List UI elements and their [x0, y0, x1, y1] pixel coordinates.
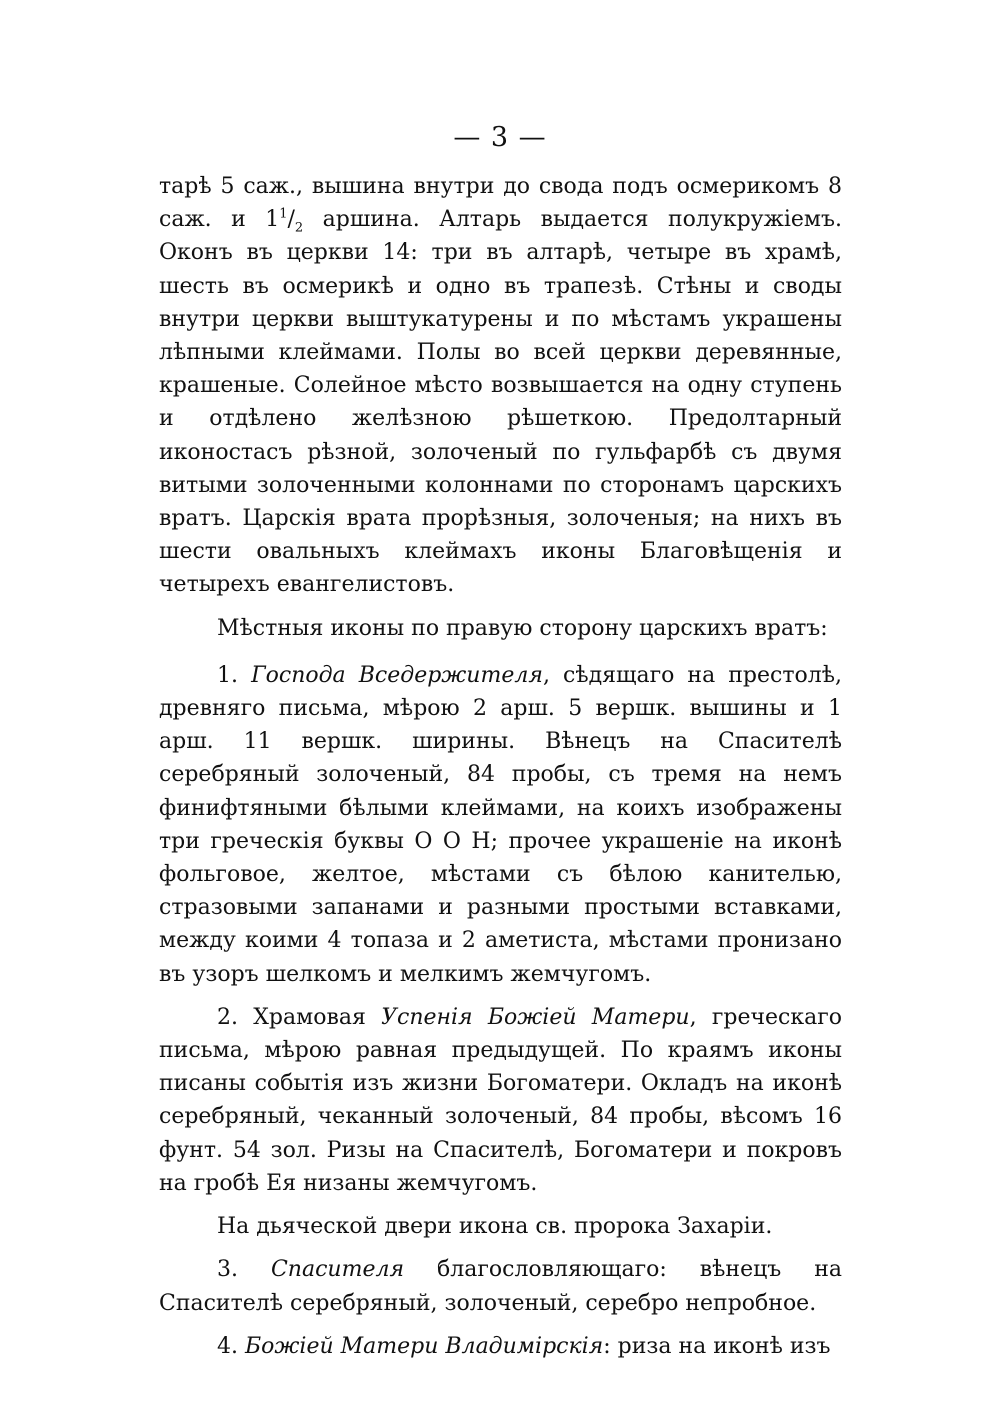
paragraph-deacon-door: На дьяческой двери икона св. пророка Захаріи.	[217, 1214, 773, 1240]
paragraph-text: благословляющаго: вѣнецъ на Спасителѣ серебряный, золоченый, серебро непробное.	[159, 1257, 842, 1316]
paragraph-icon-1	[159, 659, 842, 991]
paragraph-church-description	[159, 170, 842, 602]
page-body	[159, 170, 842, 1373]
paragraph-text: , греческаго письма, мѣрою равная предыдущей. По краямъ иконы писаны событія изъ жизни Богоматери. Окладъ на иконѣ серебряный, чеканный золоченый, 84 пробы, вѣсомъ 16 фунт. 54 зол. Ризы на Спасителѣ, Богоматери и покровъ на гробѣ Ея низаны жемчугомъ.	[159, 1004, 842, 1196]
icon-title: Успенія Божіей Матери	[381, 1004, 690, 1030]
item-number: 3.	[217, 1257, 271, 1283]
paragraph-text: : риза на иконѣ изъ	[603, 1333, 831, 1359]
fraction-denominator: 2	[294, 220, 304, 236]
paragraph-text: , сѣдящаго на престолѣ, древняго письма, мѣрою 2 арш. 5 вершк. вышины и 1 арш. 11 вершк. ширины. Вѣнецъ на Спасителѣ серебряный золоченый, 84 пробы, съ тремя на немъ финифтяными бѣлыми клеймами, на коихъ изображены три греческія буквы О О Н; прочее украшеніе на иконѣ фольговое, желтое, мѣстами съ бѣлою канителью, стразовыми запанами и разными простыми вставками, между коими 4 топаза и 2 аметиста, мѣстами пронизано въ узоръ шелкомъ и мелкимъ жемчугомъ.	[159, 662, 843, 987]
paragraph-text: тарѣ 5 саж., вышина внутри до свода подъ осмерикомъ 8 саж. и 1	[159, 174, 842, 233]
paragraph-icon-4	[159, 1330, 842, 1363]
item-number: 1.	[217, 662, 252, 688]
paragraph-icon-2	[159, 1001, 842, 1200]
paragraph-icon-3	[159, 1253, 842, 1319]
item-number: 2. Храмовая	[217, 1004, 382, 1030]
page-number: — 3 —	[453, 122, 547, 153]
icon-title: Господа Вседержителя	[251, 662, 543, 688]
item-number: 4.	[217, 1333, 245, 1359]
fraction-slash: /	[287, 207, 295, 233]
fraction-numerator: 1	[279, 206, 288, 222]
icon-title: Божіей Матери Владимірскія	[244, 1333, 604, 1359]
paragraph-text: аршина. Алтарь выдается полукружіемъ. Оконъ въ церкви 14: три въ алтарѣ, четыре въ храмѣ, шесть въ осмерикѣ и одно въ трапезѣ. Стѣны и своды внутри церкви выштукатурены и по мѣстамъ украшены лѣпными клеймами. Полы во всей церкви деревянные, крашеные. Солейное мѣсто возвышается на одну ступень и отдѣлено желѣзною рѣшеткою. Предолтарный иконостасъ рѣзной, золоченый по гульфарбѣ съ двумя витыми золоченными колоннами по сторонамъ царскихъ вратъ. Царскія врата прорѣзныя, золоченыя; на нихъ въ шести овальныхъ клеймахъ иконы Благовѣщенія и четырехъ евангелистовъ.	[159, 207, 842, 598]
icon-title: Спасителя	[270, 1257, 405, 1283]
paragraph-local-icons-heading: Мѣстныя иконы по правую сторону царскихъ вратъ:	[217, 615, 828, 641]
